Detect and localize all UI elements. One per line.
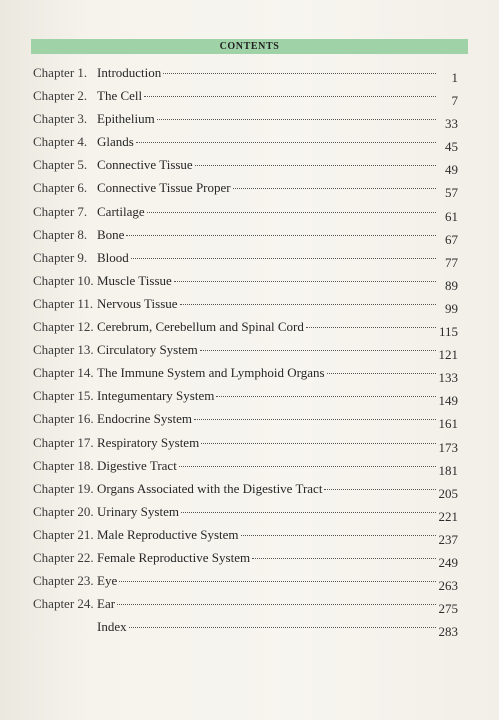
toc-title-line	[97, 64, 458, 85]
toc-page-number: 45	[445, 139, 458, 155]
toc-title-line	[97, 595, 458, 617]
toc-chapter-number: Chapter 15.	[33, 388, 94, 404]
toc-title-line	[97, 156, 458, 178]
toc-chapter-title: Circulatory System	[97, 342, 198, 358]
toc-chapter-title: The Cell	[97, 88, 143, 104]
toc-page-number: 1	[451, 70, 458, 85]
toc-dot-leader	[144, 96, 436, 97]
toc-dot-leader	[324, 489, 436, 490]
toc-chapter-title: Integumentary System	[97, 388, 215, 404]
toc-page-number: 89	[445, 277, 458, 293]
toc-chapter-title: Cerebrum, Cerebellum and Spinal Cord	[97, 319, 304, 335]
toc-entry	[33, 87, 458, 110]
toc-page-number: 7	[451, 93, 458, 109]
toc-entry	[33, 503, 458, 526]
toc-page-number: 115	[438, 324, 458, 340]
toc-chapter-title: Introduction	[97, 65, 162, 80]
toc-title-line	[97, 203, 458, 224]
toc-dot-leader	[163, 73, 436, 74]
toc-entry	[33, 526, 458, 549]
toc-dot-leader	[119, 581, 436, 582]
toc-entry	[33, 457, 458, 480]
toc-title-line	[97, 364, 458, 386]
toc-entry	[33, 434, 458, 457]
toc-dot-leader	[306, 327, 436, 328]
toc-dot-leader	[252, 558, 436, 559]
toc-chapter-number: Chapter 2.	[33, 88, 88, 104]
toc-dot-leader	[200, 350, 436, 351]
toc-title-line	[97, 318, 458, 340]
toc-chapter-title: Organs Associated with the Digestive Tract	[97, 480, 323, 496]
toc-page-number: 263	[438, 578, 458, 594]
toc-chapter-title: Respiratory System	[97, 434, 200, 450]
toc-entry	[33, 595, 458, 618]
toc-chapter-number: Chapter 7.	[33, 203, 88, 219]
toc-title-line	[97, 457, 458, 478]
toc-title-line	[97, 341, 458, 363]
toc-dot-leader	[126, 235, 436, 236]
toc-dot-leader	[216, 396, 436, 397]
toc-dot-leader	[233, 188, 436, 189]
toc-page-number: 249	[438, 554, 458, 570]
toc-chapter-number: Chapter 22.	[33, 549, 94, 565]
toc-dot-leader	[181, 512, 436, 513]
toc-chapter-number: Chapter 4.	[33, 134, 88, 150]
toc-chapter-number: Chapter 24.	[33, 596, 94, 612]
contents-header-bar	[31, 39, 468, 54]
toc-dot-leader	[136, 142, 436, 143]
toc-page-number: 149	[438, 393, 458, 409]
toc-dot-leader	[117, 604, 436, 605]
toc-page-number: 67	[445, 231, 458, 247]
toc-title-line	[97, 226, 458, 247]
toc-page-number: 237	[438, 531, 458, 547]
toc-chapter-title: The Immune System and Lymphoid Organs	[97, 365, 325, 381]
toc-entry	[33, 64, 458, 87]
toc-dot-leader	[157, 119, 436, 120]
toc-chapter-title: Connective Tissue	[97, 157, 193, 173]
toc-chapter-number: Chapter 21.	[33, 526, 94, 542]
toc-chapter-title: Urinary System	[97, 503, 179, 519]
toc-chapter-number: Chapter 6.	[33, 180, 88, 196]
toc-chapter-title: Cartilage	[97, 203, 145, 219]
toc-page-number: 173	[438, 439, 458, 455]
toc-dot-leader	[174, 281, 436, 282]
toc-dot-leader	[241, 535, 436, 536]
toc-dot-leader	[179, 466, 436, 467]
toc-title-line	[97, 618, 458, 640]
toc-chapter-number: Chapter 10.	[33, 272, 94, 288]
toc-title-line	[97, 110, 458, 132]
toc-chapter-number: Chapter 8.	[33, 226, 88, 242]
toc-chapter-title: Blood	[97, 249, 129, 265]
toc-title-line	[97, 387, 458, 409]
toc-title-line	[97, 295, 458, 316]
toc-dot-leader	[194, 419, 436, 420]
toc-title-line	[97, 249, 458, 270]
toc-chapter-title: Digestive Tract	[97, 457, 177, 473]
toc-title-line	[97, 572, 458, 594]
toc-entry	[33, 156, 458, 179]
toc-chapter-title: Epithelium	[97, 111, 155, 127]
contents-title: CONTENTS	[219, 41, 280, 52]
toc-title-line	[97, 434, 458, 455]
toc-chapter-title: Ear	[97, 596, 116, 612]
toc-chapter-number: Chapter 14.	[33, 365, 94, 381]
toc-page-number: 77	[445, 254, 458, 270]
toc-chapter-number: Chapter 19.	[33, 480, 94, 496]
toc-page-number: 121	[438, 347, 458, 363]
toc-page-number: 99	[445, 300, 458, 316]
toc-page-number: 181	[438, 462, 458, 478]
toc-chapter-number: Chapter 9.	[33, 249, 88, 265]
toc-dot-leader	[131, 258, 436, 259]
toc-entry	[33, 318, 458, 341]
toc-chapter-number: Chapter 18.	[33, 457, 94, 473]
toc-title-line	[97, 503, 458, 524]
toc-entry	[33, 272, 458, 295]
toc-entry	[33, 133, 458, 156]
toc-entry	[33, 549, 458, 572]
toc-entry	[33, 226, 458, 249]
toc-entry	[33, 410, 458, 433]
toc-page-number: 205	[438, 485, 458, 501]
toc-title-line	[97, 549, 458, 570]
toc-title-line	[97, 480, 458, 501]
toc-chapter-title: Male Reproductive System	[97, 526, 239, 542]
toc-chapter-number: Chapter 16.	[33, 411, 94, 427]
toc-dot-leader	[195, 165, 436, 166]
toc-chapter-number: Chapter 17.	[33, 434, 94, 450]
toc-chapter-title: Connective Tissue Proper	[97, 180, 231, 196]
toc-page-number: 57	[445, 185, 458, 201]
table-of-contents	[33, 64, 458, 641]
toc-title-line	[97, 272, 458, 293]
toc-page-number: 33	[445, 116, 458, 132]
toc-chapter-title: Bone	[97, 226, 125, 242]
toc-title-line	[97, 179, 458, 201]
toc-dot-leader	[201, 443, 436, 444]
toc-page-number: 61	[445, 208, 458, 224]
toc-entry	[33, 572, 458, 595]
toc-title-line	[97, 526, 458, 547]
toc-chapter-title: Female Reproductive System	[97, 549, 251, 565]
toc-entry	[33, 110, 458, 133]
toc-chapter-number: Chapter 11.	[33, 295, 94, 311]
toc-chapter-title: Index	[97, 619, 127, 635]
toc-dot-leader	[327, 373, 436, 374]
toc-chapter-number: Chapter 1.	[33, 65, 88, 80]
toc-entry	[33, 387, 458, 410]
toc-dot-leader	[180, 304, 436, 305]
toc-chapter-number: Chapter 5.	[33, 157, 88, 173]
toc-entry	[33, 341, 458, 364]
toc-page-number: 49	[445, 162, 458, 178]
toc-entry	[33, 249, 458, 272]
toc-page-number: 283	[438, 624, 458, 640]
toc-dot-leader	[147, 212, 436, 213]
toc-chapter-number: Chapter 20.	[33, 503, 94, 519]
toc-chapter-title: Nervous Tissue	[97, 295, 178, 311]
toc-entry	[33, 295, 458, 318]
toc-entry	[33, 179, 458, 202]
toc-chapter-title: Glands	[97, 134, 134, 150]
toc-chapter-number: Chapter 13.	[33, 342, 94, 358]
toc-index-entry	[33, 618, 458, 641]
toc-chapter-number: Chapter 12.	[33, 319, 94, 335]
toc-entry	[33, 364, 458, 387]
toc-chapter-title: Eye	[97, 573, 118, 589]
toc-chapter-number: Chapter 23.	[33, 573, 94, 589]
toc-title-line	[97, 87, 458, 109]
toc-page-number: 161	[438, 416, 458, 432]
toc-entry	[33, 480, 458, 503]
toc-chapter-title: Muscle Tissue	[97, 272, 172, 288]
toc-title-line	[97, 410, 458, 432]
toc-chapter-title: Endocrine System	[97, 411, 192, 427]
toc-chapter-number: Chapter 3.	[33, 111, 88, 127]
toc-page-number: 275	[438, 601, 458, 617]
toc-title-line	[97, 133, 458, 155]
toc-page-number: 221	[438, 508, 458, 524]
toc-entry	[33, 203, 458, 226]
toc-dot-leader	[129, 627, 436, 628]
toc-page-number: 133	[438, 370, 458, 386]
